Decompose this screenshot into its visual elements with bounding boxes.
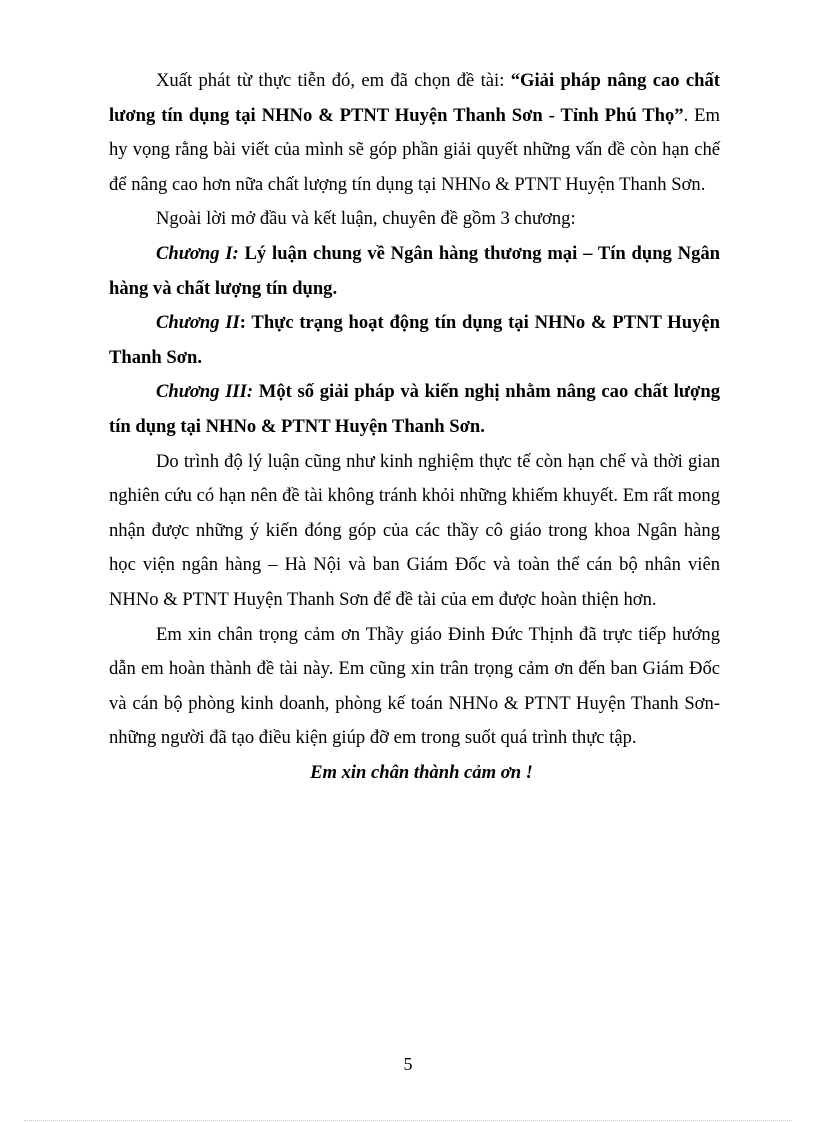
page-bottom-divider [24,1120,792,1121]
closing-thanks: Em xin chân thành cảm ơn ! [310,761,533,783]
paragraph-topic [109,64,720,202]
paragraph-structure: Ngoài lời mở đầu và kết luận, chuyên đề gồm 3 chương: [156,208,576,230]
paragraph-limitations: Do trình độ lý luận cũng như kinh nghiệm thực tế còn hạn chế và thời gian nghiên cứu có hạn nên đề tài không tránh khỏi những khiếm khuyết. Em rất mong nhận được những ý kiến đóng góp của các thầy cô giáo trong khoa Ngân hàng học viện ngân hàng – Hà Nội và ban Giám Đốc và toàn thể cán bộ nhân viên NHNo & PTNT Huyện Thanh Sơn để đề tài của em được hoàn thiện hơn. [109,450,720,610]
chapter-1-title: Lý luận chung về Ngân hàng thương mại – Tín dụng Ngân hàng và chất lượng tín dụng. [109,242,721,299]
chapter-1 [109,237,720,306]
chapter-3-title: Một số giải pháp và kiến nghị nhằm nâng cao chất lượng tín dụng tại NHNo & PTNT Huyện Thanh Sơn. [109,381,720,437]
page-body [109,64,720,790]
chapter-1-label: Chương I: [156,242,239,264]
chapter-2-label: Chương II [156,312,240,334]
chapter-3-label: Chương III: [156,381,254,403]
page-number: 5 [403,1054,413,1074]
paragraph-acknowledgements: Em xin chân trọng cảm ơn Thầy giáo Đinh Đức Thịnh đã trực tiếp hướng dẫn em hoàn thành đề tài này. Em cũng xin trân trọng cảm ơn đến ban Giám Đốc và cán bộ phòng kinh doanh, phòng kế toán NHNo & PTNT Huyện Thanh Sơn- những người đã tạo điều kiện giúp đỡ em trong suốt quá trình thực tập. [109,623,720,749]
thesis-title: “Giải pháp nâng cao chất lương tín dụng tại NHNo & PTNT Huyện Thanh Sơn - Tỉnh Phú Thọ” [109,70,720,126]
chapter-2 [109,306,720,375]
topic-intro-text: Xuất phát từ thực tiễn đó, em đã chọn đề tài: [156,70,511,91]
chapter-2-title: : Thực trạng hoạt động tín dụng tại NHNo & PTNT Huyện Thanh Sơn. [109,312,720,368]
topic-rest-text: . Em hy vọng rằng bài viết của mình sẽ góp phần giải quyết những vấn đề còn hạn chế để nâng cao hơn nữa chất lượng tín dụng tại NHNo & PTNT Huyện Thanh Sơn. [109,104,720,195]
chapter-3 [109,375,720,444]
